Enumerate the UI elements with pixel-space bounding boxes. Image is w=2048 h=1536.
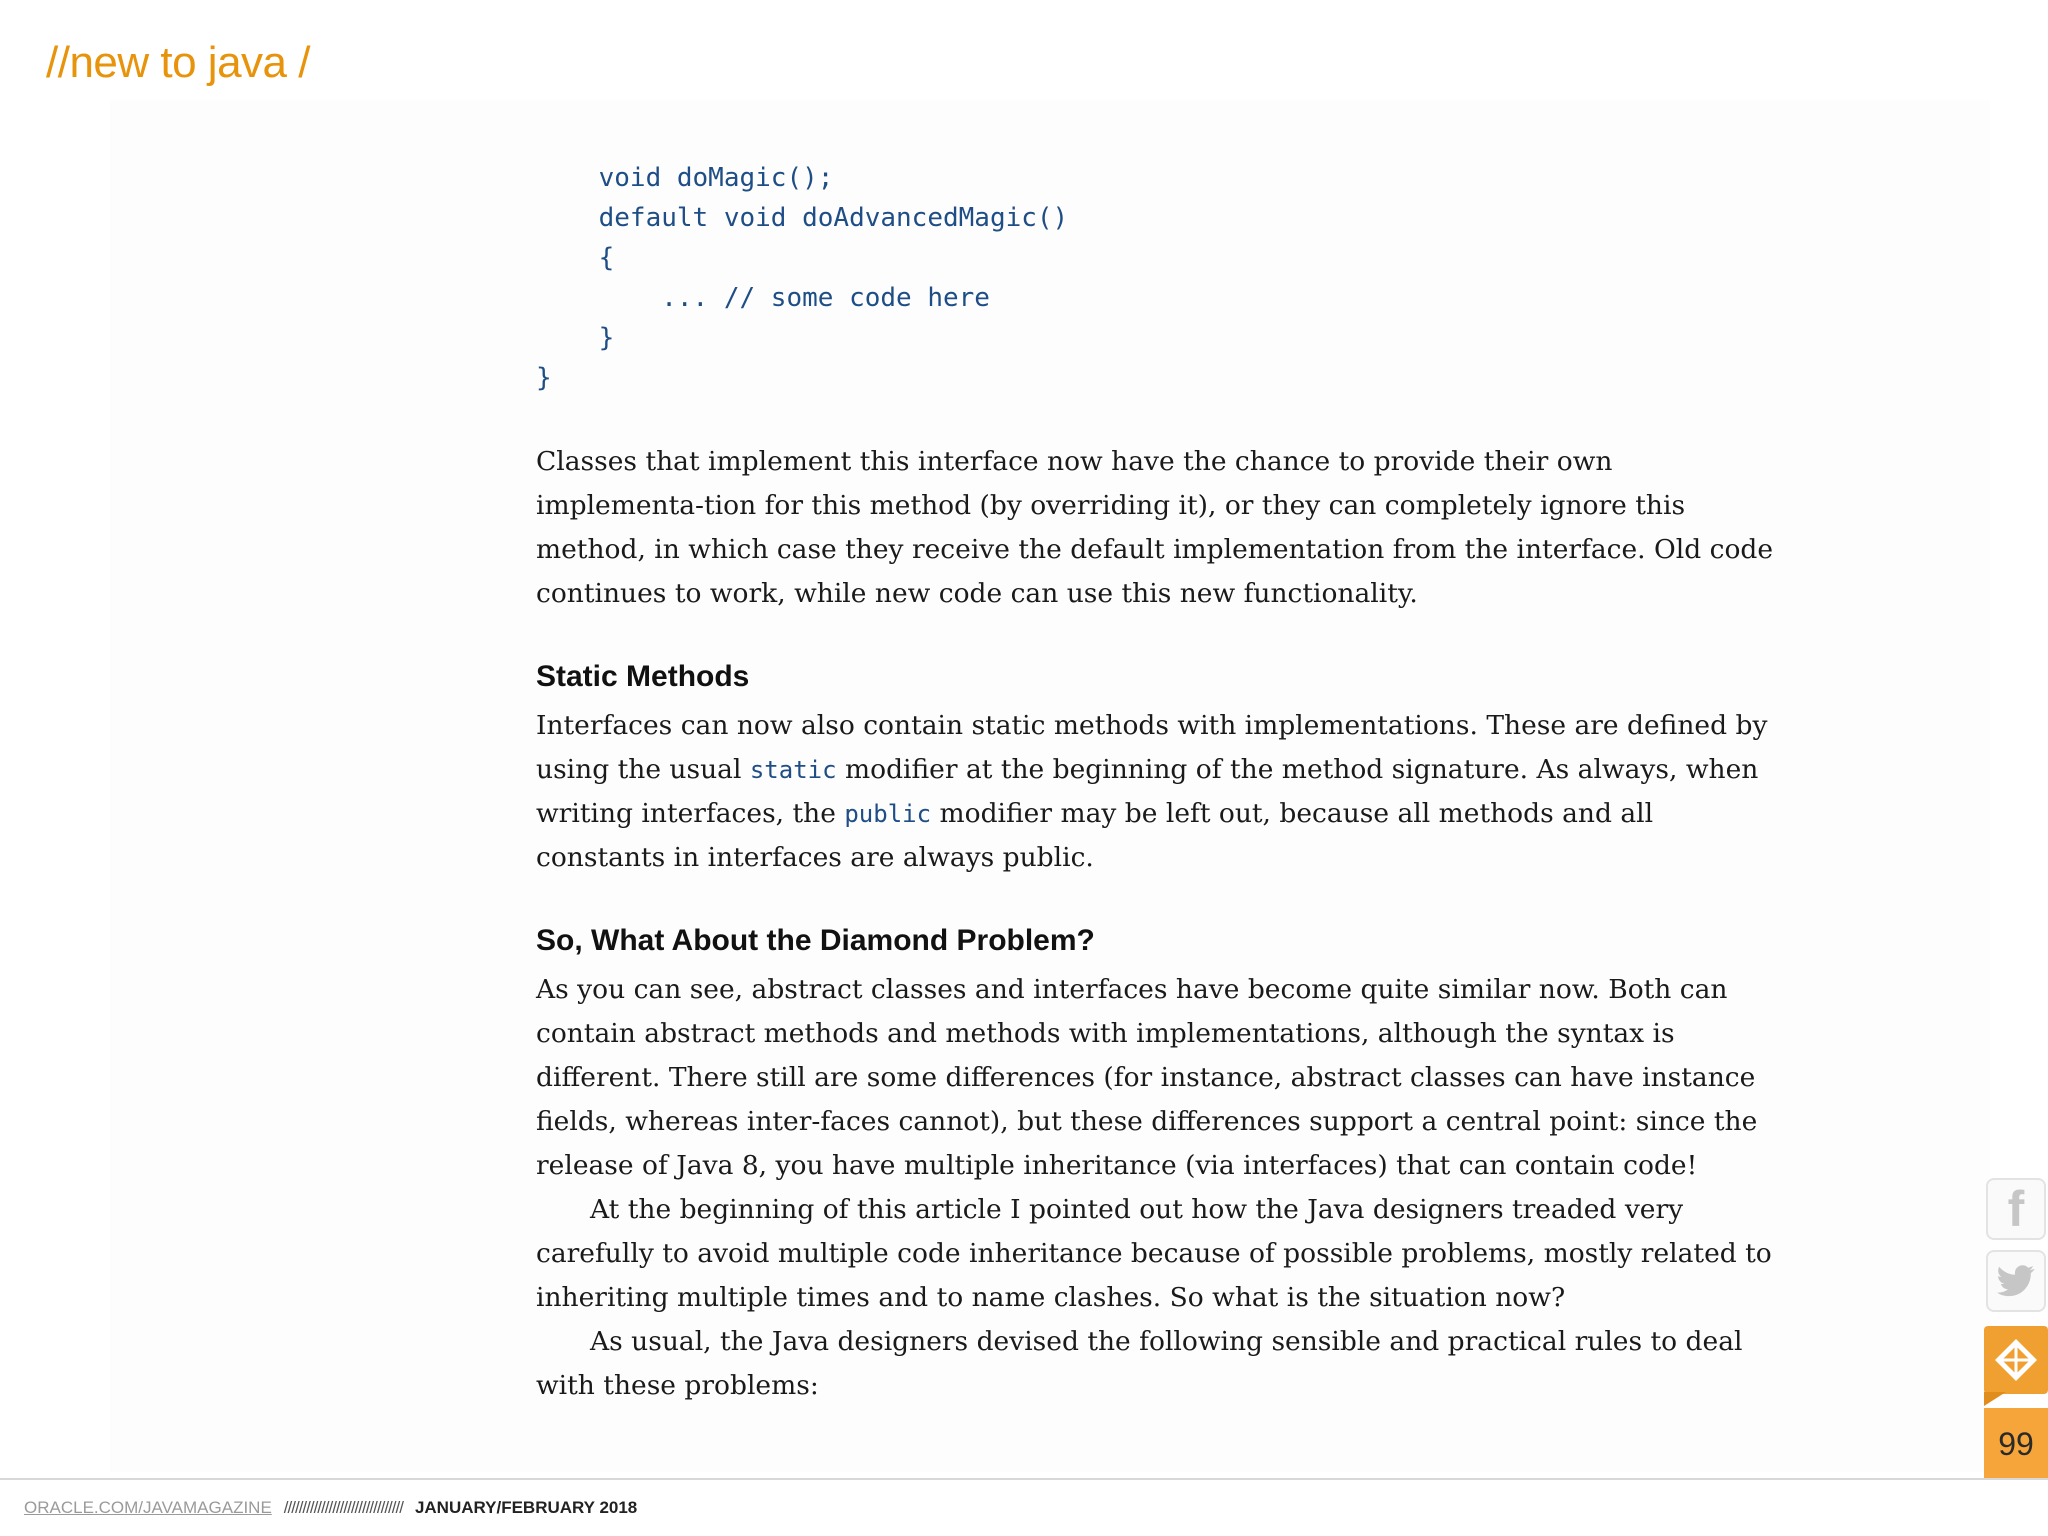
paragraph-text: As you can see, abstract classes and interfaces have become quite similar now. Both can contain abstract methods and methods with implementations, although the syntax is different. There still are some differences (for instance, abstract classes can have instance fields, whereas inter-faces cannot), but these differences support a central point: since the release of Java 8, you have multiple inheritance (via interfaces) that can contain code!	[536, 974, 1758, 1181]
paragraph-text	[536, 704, 1776, 880]
page-number: 99	[1984, 1408, 2048, 1480]
facebook-icon: f	[2007, 1181, 2025, 1237]
subscribe-button[interactable]	[1984, 1326, 2048, 1394]
text-run: modifier at the beginning of the method signature. As always, when writing interfaces, the	[536, 754, 1759, 829]
code-line: {	[536, 243, 615, 273]
heading-static-methods: Static Methods	[536, 660, 750, 693]
code-line: }	[536, 363, 552, 393]
twitter-icon	[1996, 1264, 2036, 1298]
paragraph-default-methods	[536, 440, 1776, 616]
footer-issue-date: JANUARY/FEBRUARY 2018	[414, 1498, 638, 1517]
paragraphs-diamond-problem	[536, 968, 1776, 1408]
text-run: modifier may be left out, because all methods and all constants in interfaces are always public.	[536, 798, 1654, 873]
code-line: }	[536, 323, 615, 353]
footer-divider	[0, 1478, 2048, 1480]
code-line: ... // some code here	[536, 283, 990, 313]
code-line: default void doAdvancedMagic()	[536, 203, 1069, 233]
footer	[24, 1496, 637, 1520]
subscribe-icon	[1992, 1336, 2040, 1384]
facebook-share-button[interactable]	[1986, 1178, 2046, 1240]
paragraph-text: Classes that implement this interface now have the chance to provide their own implementa-tion for this method (by overriding it), or they can completely ignore this method, in which case they receive the default implementation from the interface. Old code continues to work, while new code can use this new functionality.	[536, 446, 1774, 609]
inline-code-static: static	[749, 756, 837, 784]
paragraph-text: As usual, the Java designers devised the following sensible and practical rules to deal with these problems:	[536, 1326, 1743, 1401]
subscribe-button-tail	[1984, 1392, 2006, 1406]
code-block	[536, 158, 1068, 398]
paragraph-static-methods	[536, 704, 1776, 880]
section-title: //new to java /	[46, 38, 310, 87]
paragraph-text: At the beginning of this article I pointed out how the Java designers treaded very carefully to avoid multiple code inheritance because of possible problems, mostly related to inheriting multiple times and to name clashes. So what is the situation now?	[536, 1194, 1772, 1313]
text-run: Interfaces can now also contain static methods with implementations. These are defined by using the usual	[536, 710, 1768, 785]
heading-diamond-problem: So, What About the Diamond Problem?	[536, 924, 1095, 957]
footer-magazine-link[interactable]: ORACLE.COM/JAVAMAGAZINE	[24, 1498, 272, 1517]
inline-code-public: public	[844, 800, 932, 828]
footer-separator: ////////////////////////////////	[283, 1498, 403, 1517]
twitter-share-button[interactable]	[1986, 1250, 2046, 1312]
code-line: void doMagic();	[536, 163, 834, 193]
